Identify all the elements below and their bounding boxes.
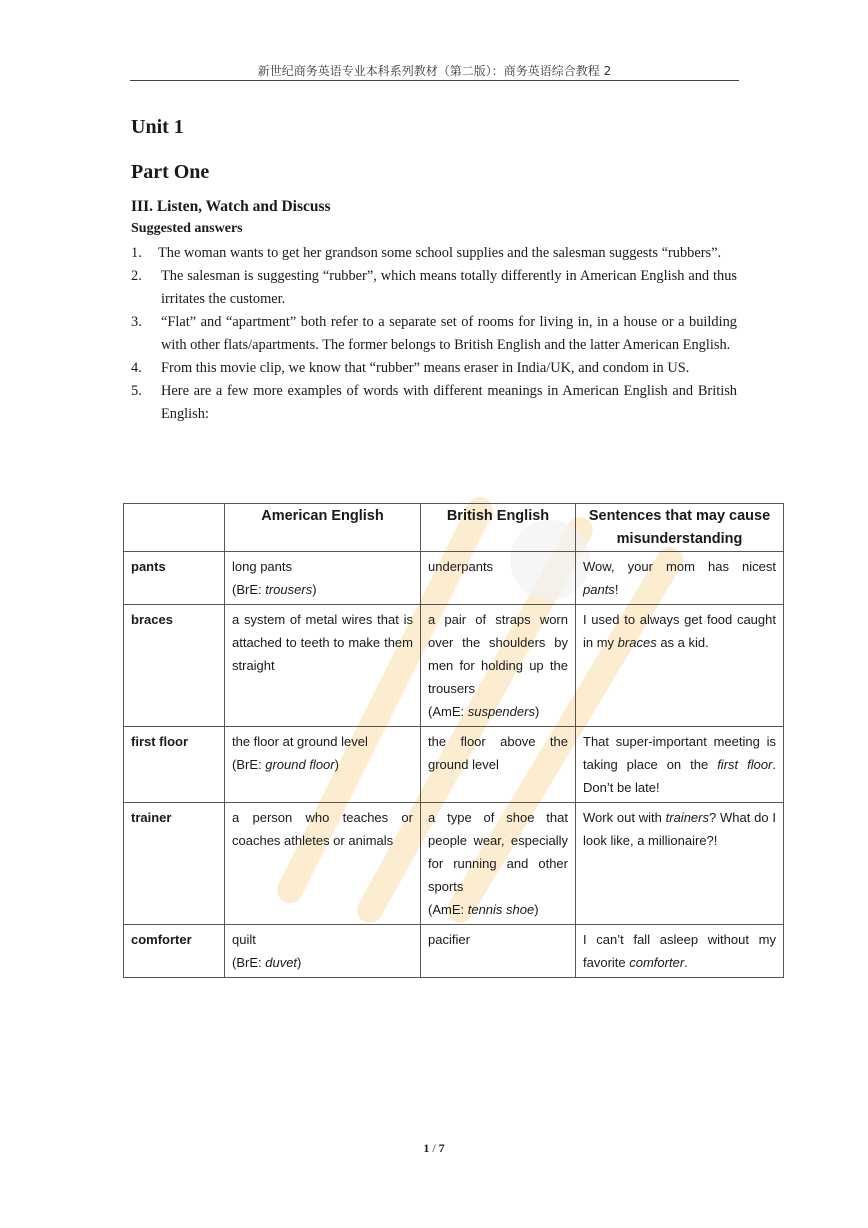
note-suffix: )	[297, 955, 302, 970]
section-title: III. Listen, Watch and Discuss	[131, 198, 331, 215]
sentence-emphasis: first floor	[717, 757, 773, 772]
definition-text: quilt	[232, 932, 256, 947]
sentence-emphasis: braces	[617, 635, 657, 650]
note-term: trousers	[265, 582, 313, 597]
note-suffix: )	[534, 902, 539, 917]
vocabulary-table	[123, 503, 784, 978]
note-suffix: )	[334, 757, 339, 772]
sentence-pre: That super-important meeting is taking place on the	[583, 734, 776, 772]
answer-text: “Flat” and “apartment” both refer to a separate set of rooms for living in, in a house or a building with other flats/apartments. The former belongs to British English and the latter American English.	[161, 314, 737, 353]
answer-text: The salesman is suggesting “rubber”, which means totally differently in American English and thus irritates the customer.	[161, 268, 737, 307]
definition-text: the floor above the ground level	[428, 734, 568, 772]
running-header: 新世纪商务英语专业本科系列教材（第二版）：商务英语综合教程 2	[257, 64, 612, 78]
sentence-post: .	[684, 955, 688, 970]
answer-text: From this movie clip, we know that “rubber” means eraser in India/UK, and condom in US.	[161, 360, 690, 376]
term-cell: pants	[124, 552, 225, 605]
note-prefix: (BrE:	[232, 955, 266, 970]
definition-text: a pair of straps worn over the shoulders by men for holding up the trousers	[428, 612, 568, 696]
definition-text: a person who teaches or coaches athletes or animals	[232, 810, 413, 848]
definition-text: pacifier	[428, 932, 470, 947]
suggested-answers-label: Suggested answers	[131, 221, 243, 236]
table-body	[124, 552, 784, 978]
current-page: 1	[423, 1141, 430, 1155]
note-term: suspenders	[467, 704, 535, 719]
american-english-cell	[225, 552, 421, 605]
british-english-cell	[421, 925, 576, 978]
answer-item	[131, 242, 737, 265]
american-english-cell	[225, 803, 421, 925]
british-english-cell	[421, 727, 576, 803]
term-cell: braces	[124, 605, 225, 727]
table-row	[124, 552, 784, 605]
column-header: British English	[421, 504, 576, 552]
term-cell: trainer	[124, 803, 225, 925]
sentence-cell	[576, 925, 784, 978]
table-row	[124, 605, 784, 727]
answer-number: 2.	[131, 268, 142, 284]
answer-item	[131, 380, 737, 426]
note-prefix: (BrE:	[232, 582, 266, 597]
american-english-cell	[225, 727, 421, 803]
column-header: Sentences that may cause misunderstanding	[576, 504, 784, 552]
table-header-row	[124, 504, 784, 552]
sentence-cell	[576, 605, 784, 727]
column-header	[124, 504, 225, 552]
answer-text: The woman wants to get her grandson some school supplies and the salesman suggests “rubbers”.	[158, 245, 722, 261]
british-english-cell	[421, 803, 576, 925]
note-term: duvet	[265, 955, 298, 970]
answer-item	[131, 311, 737, 357]
sentence-pre: Wow, your mom has nicest	[583, 559, 776, 574]
definition-text: the floor at ground level	[232, 734, 368, 749]
table-row	[124, 727, 784, 803]
sentence-post: . Don’t be late!	[583, 757, 777, 795]
unit-title: Unit 1	[131, 116, 184, 138]
answer-number: 4.	[131, 360, 142, 376]
sentence-post: !	[614, 582, 619, 597]
sentence-pre: Work out with	[583, 810, 666, 825]
table-row	[124, 925, 784, 978]
answer-text: Here are a few more examples of words with different meanings in American English and British English:	[161, 383, 737, 422]
header-rule	[130, 80, 739, 81]
sentence-cell	[576, 727, 784, 803]
note-suffix: )	[312, 582, 317, 597]
page-separator: /	[429, 1141, 439, 1155]
table-row	[124, 803, 784, 925]
sentence-pre: I used to always get food caught in my	[583, 612, 776, 650]
answer-item	[131, 357, 737, 380]
sentence-emphasis: trainers	[665, 810, 709, 825]
definition-text: a type of shoe that people wear, especially for running and other sports	[428, 810, 568, 894]
answer-number: 1.	[131, 245, 142, 261]
sentence-post: as a kid.	[656, 635, 709, 650]
definition-text: underpants	[428, 559, 494, 574]
term-cell: first floor	[124, 727, 225, 803]
note-prefix: (BrE:	[232, 757, 266, 772]
page-number	[0, 1141, 868, 1156]
sentence-cell	[576, 803, 784, 925]
note-suffix: )	[534, 704, 540, 719]
note-term: tennis shoe	[467, 902, 535, 917]
american-english-cell	[225, 925, 421, 978]
part-title: Part One	[131, 161, 210, 183]
definition-text: long pants	[232, 559, 292, 574]
answer-item	[131, 265, 737, 311]
sentence-pre: I can’t fall asleep without my favorite	[583, 932, 776, 970]
sentence-post: ? What do I look like, a millionaire?!	[583, 810, 776, 848]
answer-list	[131, 242, 737, 426]
sentence-cell	[576, 552, 784, 605]
definition-text: a system of metal wires that is attached to teeth to make them straight	[232, 612, 413, 673]
term-cell: comforter	[124, 925, 225, 978]
answer-number: 3.	[131, 314, 142, 330]
answer-number: 5.	[131, 383, 142, 399]
american-english-cell	[225, 605, 421, 727]
sentence-emphasis: pants	[583, 582, 615, 597]
british-english-cell	[421, 552, 576, 605]
note-prefix: (AmE:	[428, 902, 468, 917]
note-prefix: (AmE:	[428, 704, 468, 719]
british-english-cell	[421, 605, 576, 727]
note-term: ground floor	[265, 757, 335, 772]
sentence-emphasis: comforter	[629, 955, 685, 970]
column-header: American English	[225, 504, 421, 552]
total-pages: 7	[438, 1141, 445, 1155]
